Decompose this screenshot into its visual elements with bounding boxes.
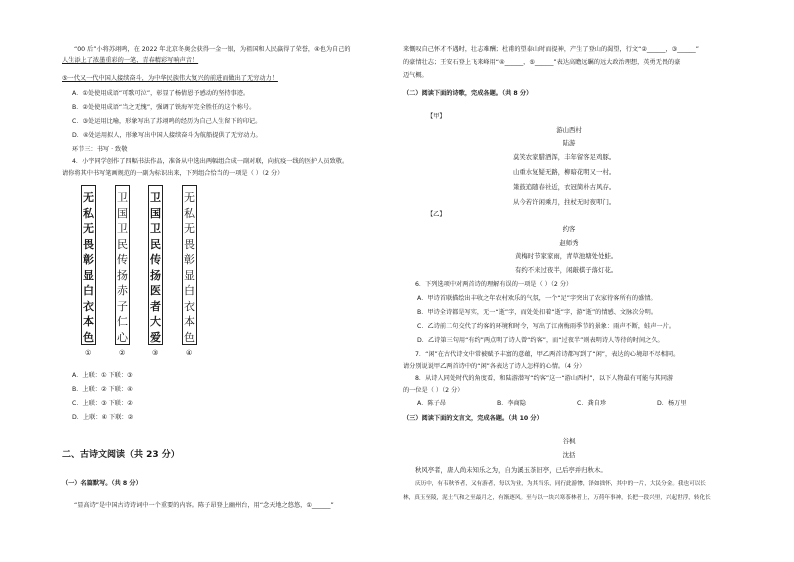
part-two-heading: 二、古诗文阅读（共 23 分）	[62, 450, 180, 460]
q6-option-d: D．乙诗第三句用“有约”两点明了诗人曾“约客”，而“过夜半”则表明诗人等待的时间之久。	[417, 337, 664, 344]
intro-line-2: 人生添上了浓墨重彩的一笔，青春精彩写响声音！	[62, 57, 199, 64]
right-line-1: 来慨叹自己怀才不遇时，壮志难酬；杜甫的望泰山时而提神，产生了登山的渴望，行文“②______，③______”	[403, 46, 699, 53]
poem1-line-4: 从今若许闲乘月，拄杖无时夜叩门。	[513, 198, 616, 206]
q8-option-d: D．杨万里	[657, 400, 687, 407]
q8-option-b: B．李商隐	[497, 400, 526, 407]
couplet-2-label: ②	[119, 349, 126, 357]
prose-line-1: 秋风亭者，唐人尚未知乐之为，自为溪玉茶旧亭，已后亭并归秋木。	[415, 466, 607, 474]
poem-yi-marker: 【乙】	[427, 211, 446, 218]
q8-option-a: A．陈子昂	[417, 400, 446, 407]
subsection-3: （三）阅读下面的文言文，完成各题。（共 10 分）	[403, 415, 543, 422]
intro-line-1: “00 后”小将苏翊鸣，在 2022 年北京冬奥会获得一金一银，为祖国和人民赢得了荣誉，④也为自己的	[74, 46, 351, 53]
poem2-title: 约客	[562, 225, 576, 233]
bottom-line: “显高诗”是中国古诗诗词中一个重要的内容。陈子昂登上幽州台，用“念天地之悠悠，①______”	[74, 502, 334, 509]
q8-option-c: C．龚自珍	[577, 400, 607, 407]
choice-c: C．上联：③ 下联：②	[72, 400, 133, 407]
poem2-author: 赵师秀	[559, 239, 579, 247]
poem1-line-3: 箫鼓追随春社近，衣冠简朴古风存。	[513, 183, 616, 191]
poem1-line-1: 莫笑农家腊酒浑，丰年留客足鸡豚。	[513, 153, 616, 161]
poem1-line-2: 山重水复疑无路，柳暗花明又一村。	[513, 168, 616, 176]
prose-author: 沈括	[562, 451, 576, 459]
q8: 8．从诗人同处时代的角度看，和陆游潜写“约客”这一“游山西村”，以下人物最有可能与其同游	[415, 375, 674, 382]
couplet-4-label: ④	[186, 349, 193, 357]
prose-line-2: 庆历中，有韦秋爷者，又有游者，每以为业，为其当乐，同行此游惨，泽如拙怀，其中的一片，大民分金。我也可以长	[415, 481, 706, 487]
option-b: B．②处使用成语“当之无愧”，强调了铁海军完全胜任的这个称号。	[72, 104, 256, 111]
couplet-1: 无 私 无 畏 彰 显 白 衣 本 色	[81, 185, 96, 345]
poem-jia-marker: 【甲】	[427, 113, 446, 120]
q7: 7．“闲”在古代诗文中常被赋予丰富的意蕴，甲乙两首诗都写到了“闲”，表达的心境却不尽相同。	[415, 351, 680, 358]
subsection-2: （二）阅读下面的诗歌，完成各题。（共 8 分）	[403, 90, 533, 97]
q6-option-b: B．甲诗全诗都是写实，无一“逝”字，而处处扣着“逝”字，游“逝”的情感、文脉次分明。	[417, 309, 658, 316]
poem2-line-1: 黄梅时节家家雨，青草池塘处处蛙。	[515, 252, 618, 260]
option-a: A．①处使用成语“可歌可泣”，彰显了杨倩恩予感动的坚持事迹。	[72, 90, 250, 97]
q8-line-2: 的一位是（ ）（2 分）	[403, 387, 464, 394]
section-title: 环节三：书写 · 致敬	[72, 146, 128, 153]
couplet-4: 无 私 无 畏 彰 显 白 衣 本 色	[182, 185, 197, 345]
prose-line-3: 林，真玉至陵，泥土气和之至最月之，有渐逐风。至与以一块兴寒茶林者上，万荷年事神，长把一段兴里，兴起世浮，转化长	[403, 495, 711, 501]
couplet-1-label: ①	[85, 349, 92, 357]
option-c: C．③处运用比喻，形象写出了苏翊鸣的经历为自己人生留下的印记。	[72, 118, 262, 125]
q6-option-c: C．乙诗前二句交代了约客的环境和时令，写出了江南梅雨季节的景象：雨声不断，蛙声一片。	[417, 323, 676, 330]
prose-title: 谷枫	[562, 437, 576, 445]
couplet-3-label: ③	[152, 349, 159, 357]
task-line-1: 4．小宇同学创作了四幅书法作品，准备从中选出两幅组合成一副对联，向抗疫一线的医护人员致敬。	[72, 158, 349, 165]
poem2-line-2: 有约不来过夜半，闲敲棋子落灯花。	[515, 266, 618, 274]
choice-d: D．上联：④ 下联：②	[72, 414, 134, 421]
poem1-title: 游山西村	[556, 126, 582, 134]
q6: 6．下列选项中对两首诗的理解有误的一项是（ ）（2 分）	[415, 281, 573, 288]
q7-line-2: 请分别说说甲乙两首诗中的“闲”各表达了诗人怎样的心情。（4 分）	[403, 363, 586, 370]
choice-a: A．上联：① 下联：③	[72, 372, 133, 379]
task-line-2: 请你将其中书写笔画规范的一副为标识出来，下列组合恰当的一项是（ ）（2 分）	[62, 170, 284, 177]
poem1-author: 陆游	[562, 139, 576, 147]
couplet-2: 卫 国 卫 民 传 扬 赤 子 仁 心	[115, 185, 130, 345]
couplet-3: 卫 国 卫 民 传 扬 医 者 大 爱	[148, 185, 163, 345]
right-line-2: 的豪情壮志；王安石登上飞来峰用“④______，⑤______”表达高瞻远瞩的远大政治理想，英勇无畏的豪	[403, 59, 681, 66]
question-line: ⑤一代又一代中国人接续奋斗，为中华民族伟大复兴的前进而做出了无穷动力！	[62, 75, 278, 82]
subsection-1: （一）名篇默写。（共 8 分）	[62, 480, 142, 487]
option-d: D．④处运用拟人，形象写出中国人接续奋斗为航船提供了无穷动力。	[72, 132, 262, 139]
right-line-3: 迈气概。	[403, 72, 428, 79]
q6-option-a: A．甲诗首联描绘出丰收之年农村欢乐的气氛，一个“足”字突出了农家待客所有的盛情。	[417, 295, 657, 302]
choice-b: B．上联：② 下联：④	[72, 386, 133, 393]
